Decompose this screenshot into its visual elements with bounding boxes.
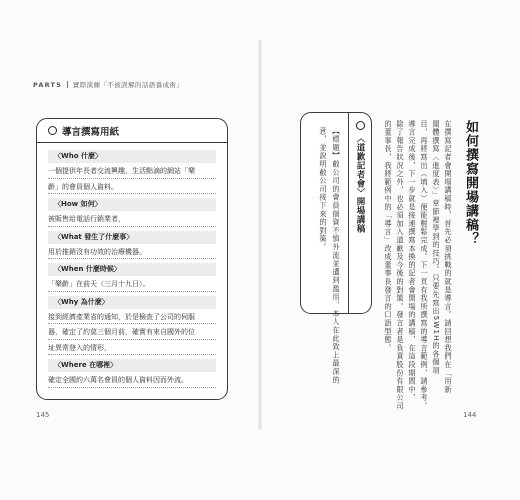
panel-header bbox=[348, 113, 371, 313]
body-text-column: 在撰寫記者會開場講稿時，首先必須挑戰的就是導言。請回想我們在「用新 bbox=[444, 120, 453, 394]
answer-why-line: 接到經濟產業省的通知，於是檢查了公司的伺服 bbox=[48, 312, 216, 325]
card-header bbox=[37, 119, 227, 143]
question-when: 〈When 什麼時候〉 bbox=[48, 263, 216, 276]
lead-worksheet-card bbox=[36, 118, 228, 400]
answer-why-line: 器，確定了約莫三個月前，確實有來自國外的位 bbox=[48, 327, 216, 340]
panel-text-column: 意，並說明敝公司接下來的對策。 bbox=[319, 127, 328, 252]
question-who: 〈Who 什麼〉 bbox=[48, 150, 216, 163]
running-head bbox=[33, 80, 183, 89]
body-text-column: 除了報告狀況之外，也必須加入道歉及今後的對策。發言者是負責股份有限公司 bbox=[396, 120, 405, 411]
page-number-left: 145 bbox=[36, 411, 50, 419]
running-head-divider bbox=[67, 81, 68, 88]
apology-speech-panel bbox=[300, 112, 372, 385]
worksheet-items bbox=[37, 143, 227, 388]
running-head-chapter: 實際演練「不被誤解的話語養成術」 bbox=[72, 81, 184, 89]
page-number-right: 144 bbox=[463, 411, 477, 419]
circle-bullet-icon bbox=[48, 126, 57, 135]
answer-how-line: 被販售給電話行銷業者， bbox=[48, 214, 216, 227]
question-why: 〈Why 為什麼〉 bbox=[48, 296, 216, 309]
answer-when-line: 「樂齡」在前天（三月十九日）。 bbox=[48, 279, 216, 292]
panel-text-column: 【標題】敝公司的會員個資不慎外流並遭到濫用，本人在此致上最深的 bbox=[332, 127, 341, 385]
question-how: 〈How 如何〉 bbox=[48, 198, 216, 211]
body-text-column: 目，再將寫出（填入）便能輕鬆完成。下一頁有我所撰寫的導言範例，請參考。 bbox=[420, 120, 429, 411]
answer-what-line: 用於推銷沒有功效的治療機器。 bbox=[48, 247, 216, 260]
body-text-column: 聞體撰寫〈進度表〉」章節裡學到的技巧。只要先寫出5W1H的各個項 bbox=[432, 120, 441, 375]
question-what: 〈What 發生了什麼事〉 bbox=[48, 231, 216, 244]
section-heading: 如何撰寫開場講稿？ bbox=[463, 120, 478, 246]
book-gutter bbox=[258, 40, 262, 430]
answer-where-line: 確定全國約六萬名會員的個人資料因而外流。 bbox=[48, 375, 216, 388]
answer-who-line: 一個提供年長者交流興趣、生活點滴的網站「樂 bbox=[48, 166, 216, 179]
body-text-column: 導言完成後，下一步就是接連撰寫本換的記者會開場的講稿，在這段期間中， bbox=[408, 120, 417, 403]
question-where: 〈Where 在哪裡〉 bbox=[48, 359, 216, 372]
running-head-part: PART5 bbox=[33, 81, 62, 89]
answer-who-line: 齡」的會員個人資料。 bbox=[48, 182, 216, 195]
panel-title: 〈道歉記者會〉開場講稿 bbox=[355, 134, 365, 233]
body-text-column: 的董事長，我將範例中的「導言」改成董事長發言的口語型態。 bbox=[384, 120, 393, 353]
card-title: 導言撰寫用紙 bbox=[62, 126, 120, 138]
circle-bullet-icon bbox=[356, 121, 365, 130]
answer-why-line: 址異常登入的情形， bbox=[48, 343, 216, 356]
